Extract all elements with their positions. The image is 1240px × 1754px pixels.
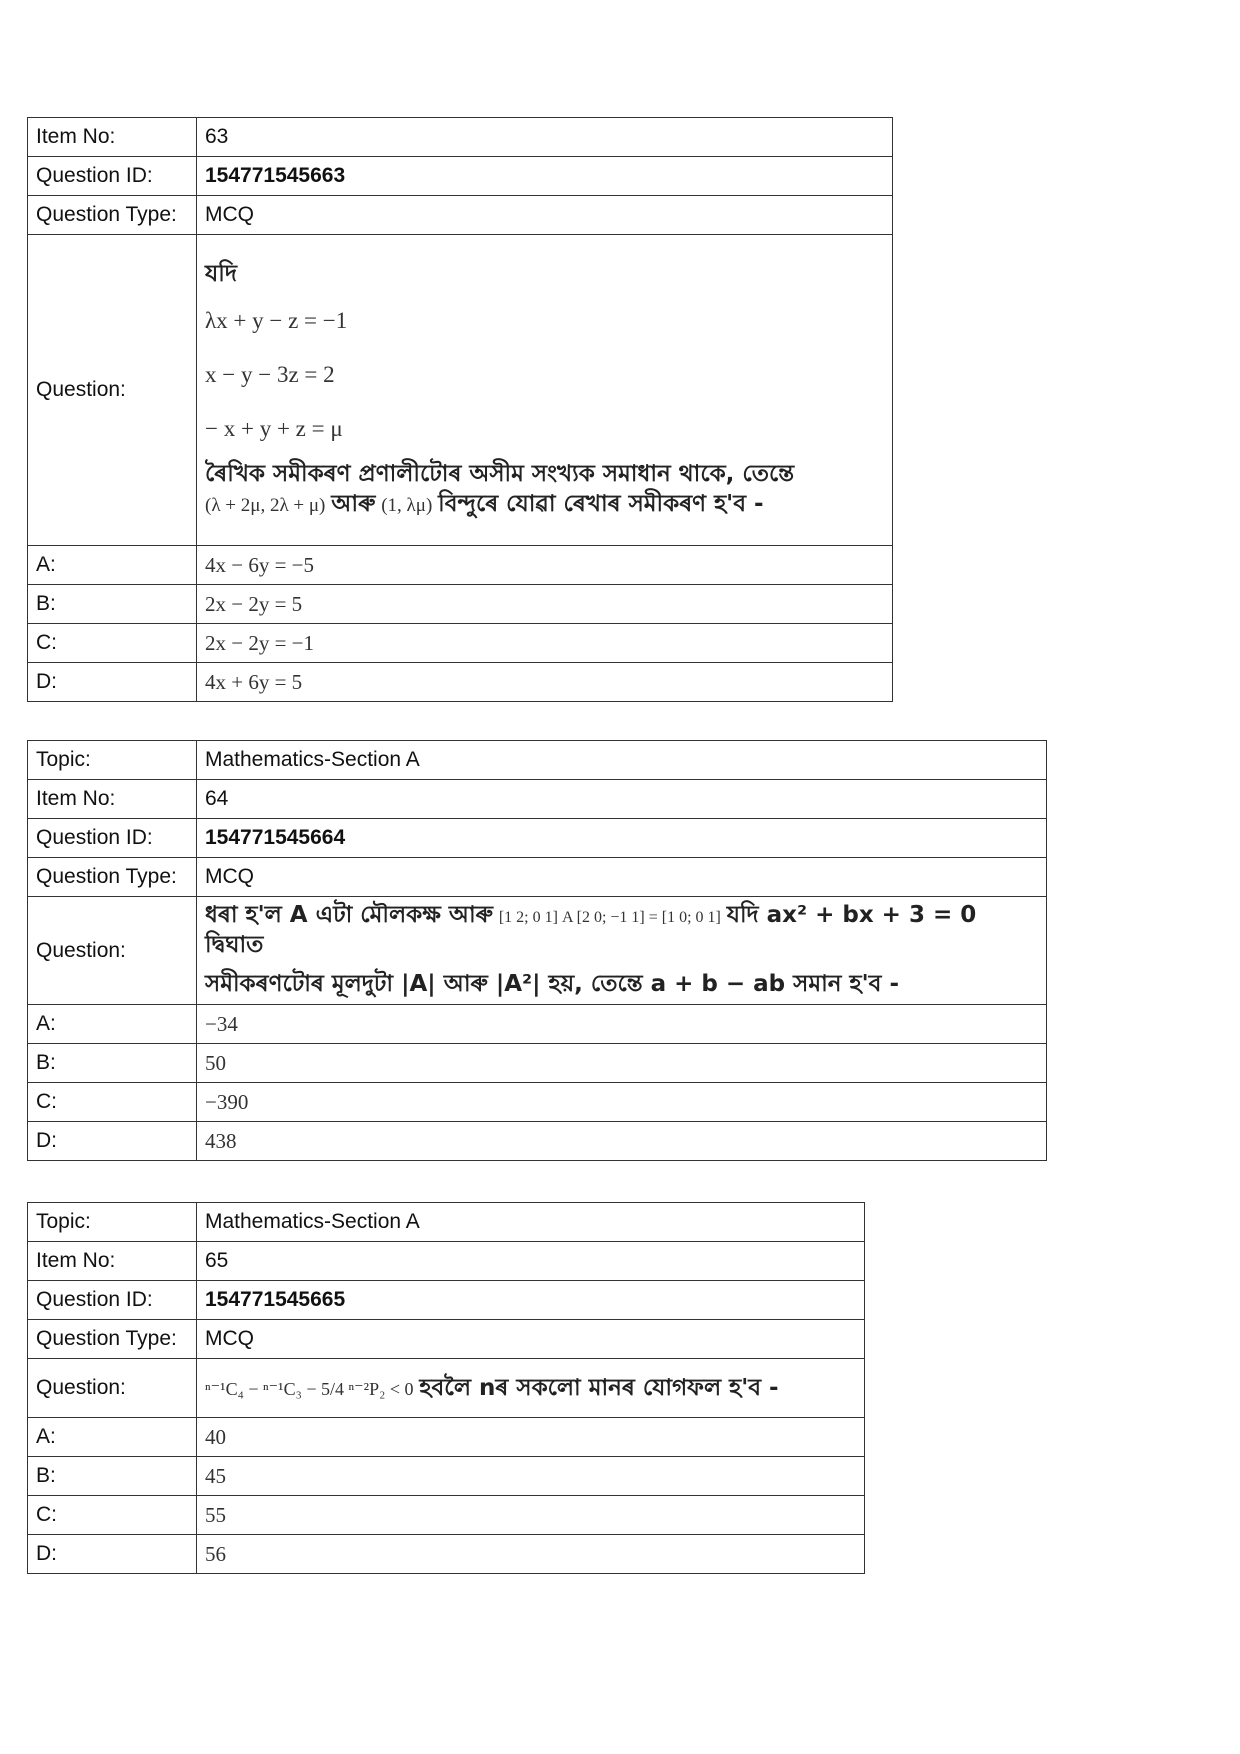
question-id-row [28, 157, 893, 196]
question-id-label: Question ID: [28, 1281, 197, 1320]
option-d-label: D: [28, 1535, 197, 1574]
option-a-value: 40 [197, 1418, 865, 1457]
item-no-value: 64 [197, 780, 1047, 819]
question-type-label: Question Type: [28, 858, 197, 897]
option-c-value: 2x − 2y = −1 [197, 624, 893, 663]
option-row-c [28, 1496, 865, 1535]
option-a-label: A: [28, 1418, 197, 1457]
item-no-row [28, 118, 893, 157]
option-b-label: B: [28, 1044, 197, 1083]
option-c-label: C: [28, 1496, 197, 1535]
combinatorics-expression: ⁿ⁻¹C₄ − ⁿ⁻¹C₃ − 5/4 ⁿ⁻²P₂ < 0 [205, 1378, 414, 1399]
question-text-3: সমীকৰণটোৰ মূলদুটা |A| আৰু |A²| হয়, তেন্তে a + b − ab সমান হ'ব - [205, 971, 900, 998]
option-c-label: C: [28, 1083, 197, 1122]
item-no-label: Item No: [28, 118, 197, 157]
question-row [28, 897, 1047, 1005]
point-2: (1, λμ) [381, 494, 433, 516]
topic-row [28, 741, 1047, 780]
question-intro: যদি [205, 261, 237, 288]
equation-3: − x + y + z = μ [205, 416, 343, 441]
question-type-row [28, 196, 893, 235]
question-id-row [28, 819, 1047, 858]
option-row-d [28, 1122, 1047, 1161]
question-table-65 [27, 1202, 865, 1574]
item-no-label: Item No: [28, 1242, 197, 1281]
option-d-value: 4x + 6y = 5 [197, 663, 893, 702]
option-c-value: 55 [197, 1496, 865, 1535]
option-b-label: B: [28, 1457, 197, 1496]
option-c-value: −390 [197, 1083, 1047, 1122]
option-row-c [28, 624, 893, 663]
matrix-equation: [1 2; 0 1] A [2 0; −1 1] = [1 0; 0 1] [498, 908, 721, 926]
option-row-b [28, 585, 893, 624]
item-no-row [28, 780, 1047, 819]
item-no-value: 63 [197, 118, 893, 157]
question-text-2: যদি ax² + bx + 3 = 0 দ্বিঘাত [205, 901, 977, 958]
option-c-label: C: [28, 624, 197, 663]
option-b-value: 50 [197, 1044, 1047, 1083]
question-label: Question: [28, 235, 197, 546]
question-type-value: MCQ [197, 196, 893, 235]
question-type-row [28, 858, 1047, 897]
question-type-value: MCQ [197, 1320, 865, 1359]
question-id-value: 154771545663 [197, 157, 893, 196]
question-id-value: 154771545665 [197, 1281, 865, 1320]
question-body [197, 1359, 865, 1418]
option-a-value: −34 [197, 1005, 1047, 1044]
question-id-label: Question ID: [28, 157, 197, 196]
option-a-label: A: [28, 1005, 197, 1044]
question-id-row [28, 1281, 865, 1320]
option-b-value: 45 [197, 1457, 865, 1496]
option-row-d [28, 1535, 865, 1574]
question-table-63 [27, 117, 893, 702]
question-text-line-2 [205, 490, 884, 520]
item-no-row [28, 1242, 865, 1281]
question-line-1 [205, 901, 1038, 961]
question-body [197, 897, 1047, 1005]
equation-1: λx + y − z = −1 [205, 308, 348, 334]
question-table-64 [27, 740, 1047, 1161]
option-d-value: 56 [197, 1535, 865, 1574]
question-text-2: বিন্দুৰে যোৱা ৰেখাৰ সমীকৰণ হ'ব - [438, 490, 764, 517]
question-label: Question: [28, 897, 197, 1005]
question-body [197, 235, 893, 546]
question-text-1: ধৰা হ'ল A এটা মৌলকক্ষ আৰু [205, 901, 493, 928]
and-word: আৰু [331, 490, 376, 517]
option-a-value: 4x − 6y = −5 [197, 546, 893, 585]
option-a-label: A: [28, 546, 197, 585]
topic-label: Topic: [28, 741, 197, 780]
equation-2: x − y − 3z = 2 [205, 362, 335, 388]
option-row-a [28, 1005, 1047, 1044]
question-type-row [28, 1320, 865, 1359]
item-no-label: Item No: [28, 780, 197, 819]
option-d-label: D: [28, 1122, 197, 1161]
question-id-label: Question ID: [28, 819, 197, 858]
option-row-b [28, 1044, 1047, 1083]
topic-label: Topic: [28, 1203, 197, 1242]
question-row [28, 1359, 865, 1418]
topic-row [28, 1203, 865, 1242]
question-id-value: 154771545664 [197, 819, 1047, 858]
question-type-label: Question Type: [28, 1320, 197, 1359]
option-row-b [28, 1457, 865, 1496]
question-type-label: Question Type: [28, 196, 197, 235]
option-d-value: 438 [197, 1122, 1047, 1161]
question-text: হবলৈ nৰ সকলো মানৰ যোগফল হ'ব - [419, 1374, 779, 1401]
option-row-a [28, 1418, 865, 1457]
item-no-value: 65 [197, 1242, 865, 1281]
option-row-a [28, 546, 893, 585]
question-row [28, 235, 893, 546]
option-row-d [28, 663, 893, 702]
option-b-label: B: [28, 585, 197, 624]
option-row-c [28, 1083, 1047, 1122]
topic-value: Mathematics-Section A [197, 741, 1047, 780]
option-b-value: 2x − 2y = 5 [197, 585, 893, 624]
question-type-value: MCQ [197, 858, 1047, 897]
point-1: (λ + 2μ, 2λ + μ) [205, 494, 326, 516]
question-label: Question: [28, 1359, 197, 1418]
question-text-1: ৰৈখিক সমীকৰণ প্ৰণালীটোৰ অসীম সংখ্যক সমাধান থাকে, তেন্তে [205, 460, 795, 487]
option-d-label: D: [28, 663, 197, 702]
topic-value: Mathematics-Section A [197, 1203, 865, 1242]
